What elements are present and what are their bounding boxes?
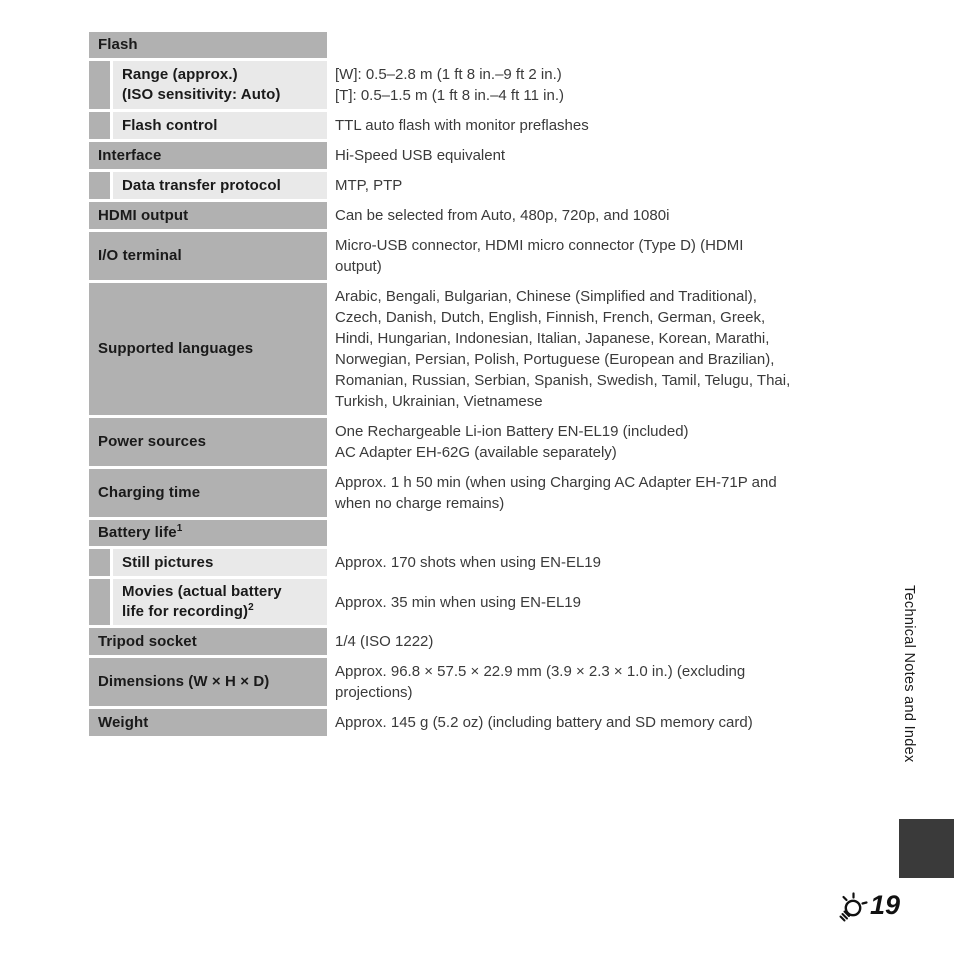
row-value: Approx. 145 g (5.2 oz) (including battery and SD memory card) [335, 714, 753, 731]
table-row [89, 32, 865, 58]
row-label: I/O terminal [89, 232, 327, 280]
table-row [89, 172, 865, 199]
row-label: Power sources [89, 418, 327, 466]
row-label: Weight [89, 709, 327, 736]
chapter-tab [899, 819, 954, 878]
row-value [327, 32, 865, 58]
table-row [89, 283, 865, 415]
table-row [89, 142, 865, 169]
footnote-marker: 2 [248, 602, 254, 613]
row-label: Data transfer protocol [113, 172, 327, 199]
row-label: Battery life$^1$ [89, 520, 327, 546]
row-label-area [89, 579, 327, 625]
row-value: [W]: 0.5–2.8 m (1 ft 8 in.–9 ft 2 in.) [T]: 0.5–1.5 m (1 ft 8 in.–4 ft 11 in.) [335, 66, 564, 104]
row-label: Flash [89, 32, 327, 58]
row-label-area [89, 232, 327, 280]
row-value: Arabic, Bengali, Bulgarian, Chinese (Simplified and Traditional), Czech, Danish, Dutch, English, Finnish, French, German, Greek, Hindi, Hungarian, Indonesian, Italian, Japanese, Korean, Marathi, Norwegian, Persian, Polish, Portuguese (European and Brazilian), Romanian, Russian, Serbian, Spanish, Swedish, Tamil, Telugu, Thai, Turkish, Ukrainian, Vietnamese [335, 288, 791, 410]
row-label-area [89, 202, 327, 229]
row-label-area [89, 418, 327, 466]
page-reference [836, 888, 900, 922]
table-row [89, 709, 865, 736]
row-indent-strip [89, 112, 110, 139]
table-row [89, 658, 865, 706]
page-number: 19 [870, 890, 901, 920]
row-label: Movies (actual battery life for recording)$^2$ [113, 579, 327, 625]
row-label-area [89, 549, 327, 576]
row-value: One Rechargeable Li-ion Battery EN-EL19 (included) AC Adapter EH-62G (available separately) [335, 423, 689, 461]
row-label: Still pictures [113, 549, 327, 576]
table-row [89, 418, 865, 466]
table-row [89, 579, 865, 625]
table-row [89, 202, 865, 229]
row-value: MTP, PTP [335, 177, 403, 194]
row-value: TTL auto flash with monitor preflashes [335, 117, 589, 134]
row-value [327, 520, 865, 546]
row-label: Dimensions (W × H × D) [89, 658, 327, 706]
row-value: 1/4 (ISO 1222) [335, 633, 434, 650]
row-value: Approx. 35 min when using EN-EL19 [335, 593, 581, 611]
table-row [89, 61, 865, 109]
footnote-marker: 1 [176, 523, 183, 534]
table-row [89, 628, 865, 655]
row-label-area [89, 628, 327, 655]
row-label-area [89, 283, 327, 415]
row-label-area [89, 142, 327, 169]
row-label-area [89, 61, 327, 109]
table-row [89, 549, 865, 576]
row-value: Approx. 96.8 × 57.5 × 22.9 mm (3.9 × 2.3 × 1.0 in.) (excluding projections) [335, 663, 746, 701]
row-label: Range (approx.) (ISO sensitivity: Auto) [113, 61, 327, 109]
row-label: Interface [89, 142, 327, 169]
row-label: Flash control [113, 112, 327, 139]
row-value: Approx. 170 shots when using EN-EL19 [335, 554, 601, 571]
section-label-vertical: Technical Notes and Index [901, 585, 917, 763]
row-label-area [89, 709, 327, 736]
row-label: Tripod socket [89, 628, 327, 655]
row-label-area [89, 658, 327, 706]
table-row [89, 469, 865, 517]
row-indent-strip [89, 579, 110, 625]
table-row [89, 112, 865, 139]
row-value: Hi-Speed USB equivalent [335, 147, 506, 164]
row-indent-strip [89, 549, 110, 576]
row-label-area [89, 469, 327, 517]
row-indent-strip [89, 172, 110, 199]
row-label: HDMI output [89, 202, 327, 229]
row-value: Approx. 1 h 50 min (when using Charging AC Adapter EH-71P and when no charge remains) [335, 474, 777, 512]
row-label: Supported languages [89, 283, 327, 415]
row-value: Micro-USB connector, HDMI micro connector (Type D) (HDMI output) [335, 237, 744, 275]
row-indent-strip [89, 61, 110, 109]
row-label-area [89, 520, 327, 546]
spec-table [89, 32, 865, 736]
row-label-area [89, 172, 327, 199]
table-row [89, 520, 865, 546]
row-value: Can be selected from Auto, 480p, 720p, and 1080i [335, 207, 670, 224]
row-label-area [89, 112, 327, 139]
row-label: Charging time [89, 469, 327, 517]
lamp-icon [836, 888, 868, 922]
row-label-area [89, 32, 327, 58]
table-row [89, 232, 865, 280]
